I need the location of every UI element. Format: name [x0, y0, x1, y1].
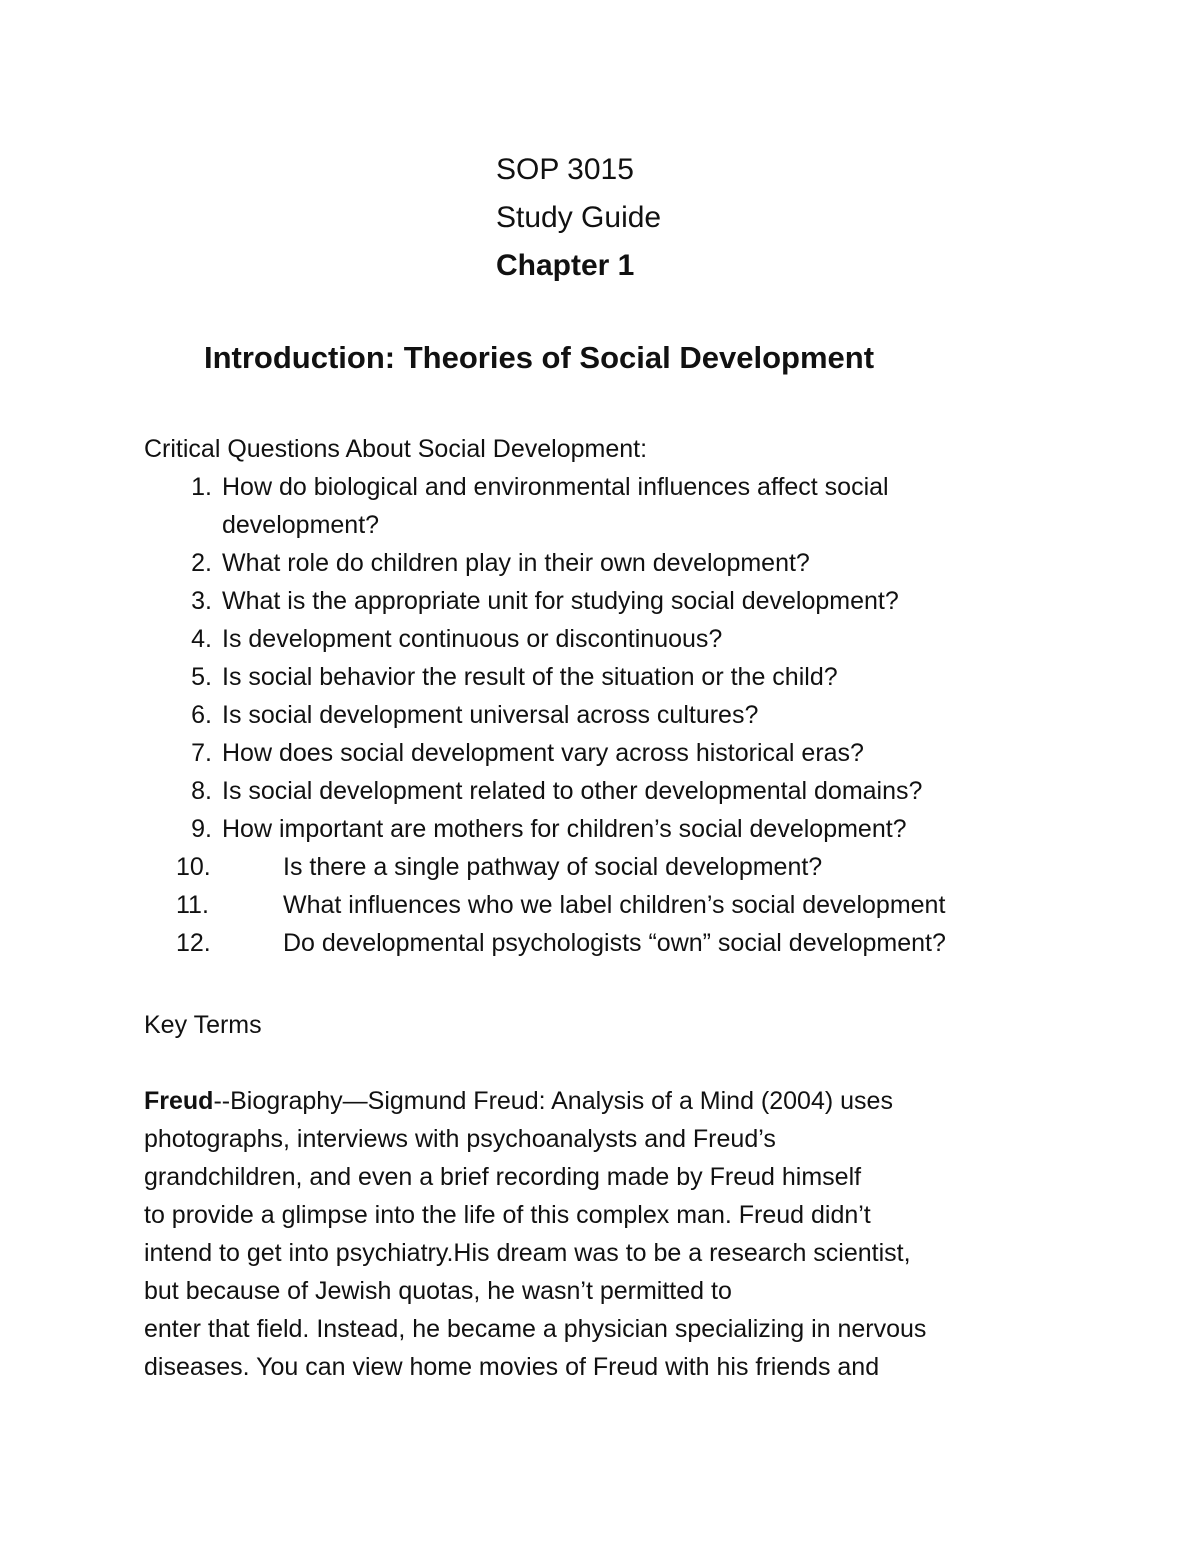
list-item	[144, 544, 1064, 582]
list-item	[144, 772, 1064, 810]
list-item-number: 3.	[191, 587, 212, 615]
list-item-number: 12.	[176, 929, 211, 957]
list-item-number: 7.	[191, 739, 212, 767]
list-item	[144, 810, 1064, 848]
paragraph-line: intend to get into psychiatry.His dream was to be a research scientist,	[144, 1239, 911, 1267]
list-item	[144, 620, 1064, 658]
document-header	[496, 146, 661, 290]
list-item-text: Is social development related to other developmental domains?	[222, 777, 923, 805]
list-item	[144, 886, 1064, 924]
list-item-number: 4.	[191, 625, 212, 653]
term-label: Freud	[144, 1087, 214, 1115]
list-item	[144, 696, 1064, 734]
paragraph-line: grandchildren, and even a brief recording made by Freud himself	[144, 1163, 862, 1191]
list-item-text: Do developmental psychologists “own” social development?	[283, 929, 946, 957]
paragraph-line: diseases. You can view home movies of Freud with his friends and	[144, 1353, 880, 1381]
section-title: Introduction: Theories of Social Development	[204, 340, 875, 375]
paragraph-line: but because of Jewish quotas, he wasn’t permitted to	[144, 1277, 732, 1305]
list-item	[144, 468, 1064, 544]
list-item-text: Is there a single pathway of social development?	[283, 853, 823, 881]
list-item-number: 9.	[191, 815, 212, 843]
list-item-number: 8.	[191, 777, 212, 805]
list-item	[144, 734, 1064, 772]
paragraph-line: enter that field. Instead, he became a physician specializing in nervous	[144, 1315, 927, 1343]
list-item-text-line: development?	[222, 511, 380, 539]
list-item-number: 5.	[191, 663, 212, 691]
paragraph-line: photographs, interviews with psychoanalysts and Freud’s	[144, 1125, 776, 1153]
list-item-text: Is development continuous or discontinuous?	[222, 625, 723, 653]
list-item-text: How important are mothers for children’s social development?	[222, 815, 907, 843]
questions-intro: Critical Questions About Social Development:	[144, 435, 648, 463]
list-item	[144, 658, 1064, 696]
list-item-text: How does social development vary across historical eras?	[222, 739, 864, 767]
course-code: SOP 3015	[496, 153, 634, 186]
paragraph-line	[144, 1082, 1064, 1120]
paragraph-line: to provide a glimpse into the life of this complex man. Freud didn’t	[144, 1201, 871, 1229]
freud-paragraph	[144, 1082, 1064, 1386]
list-item-text-line: How do biological and environmental influences affect social	[222, 473, 889, 501]
list-item	[144, 582, 1064, 620]
list-item-number: 10.	[176, 853, 211, 881]
critical-questions-list	[144, 468, 1064, 962]
key-terms-heading: Key Terms	[144, 1011, 262, 1039]
list-item-text: Is social behavior the result of the situation or the child?	[222, 663, 838, 691]
list-item-text: What role do children play in their own development?	[222, 549, 810, 577]
list-item-number: 2.	[191, 549, 212, 577]
list-item-text: Is social development universal across cultures?	[222, 701, 759, 729]
doc-type: Study Guide	[496, 201, 662, 234]
list-item	[144, 924, 1064, 962]
list-item	[144, 848, 1064, 886]
paragraph-line-text: --Biography—Sigmund Freud: Analysis of a Mind (2004) uses	[213, 1087, 893, 1115]
list-item-text: What is the appropriate unit for studying social development?	[222, 587, 899, 615]
list-item-text: What influences who we label children’s social development	[283, 891, 946, 919]
chapter-label: Chapter 1	[496, 249, 635, 282]
list-item-text	[212, 468, 1064, 544]
list-item-number: 11.	[176, 891, 209, 919]
list-item-number: 1.	[191, 473, 212, 501]
list-item-number: 6.	[191, 701, 212, 729]
